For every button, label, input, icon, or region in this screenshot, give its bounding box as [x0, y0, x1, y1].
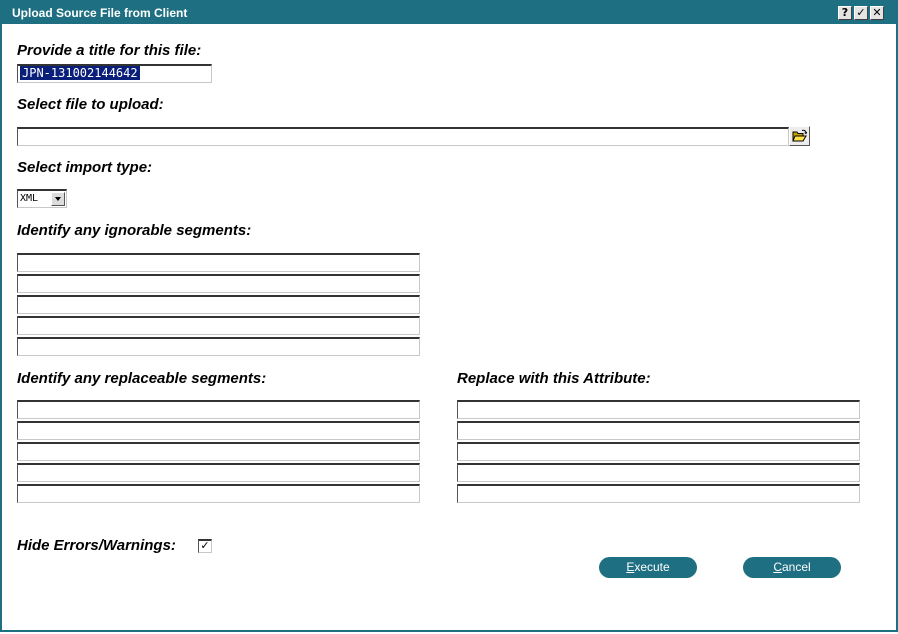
- attribute-field[interactable]: [457, 484, 860, 503]
- replaceable-segment-field[interactable]: [17, 421, 420, 440]
- close-button[interactable]: ✕: [870, 6, 884, 20]
- hide-errors-checkbox[interactable]: ✓: [198, 539, 212, 553]
- ignorable-segment-field[interactable]: [17, 274, 420, 293]
- import-type-label: Select import type:: [17, 159, 153, 176]
- help-button[interactable]: ?: [838, 6, 852, 20]
- replaceable-segment-field[interactable]: [17, 463, 420, 482]
- window-title: Upload Source File from Client: [12, 6, 188, 20]
- hide-errors-label: Hide Errors/Warnings:: [17, 537, 176, 554]
- open-folder-icon: [790, 127, 809, 145]
- ignorable-segment-field[interactable]: [17, 316, 420, 335]
- replaceable-label: Identify any replaceable segments:: [17, 370, 267, 387]
- attribute-field[interactable]: [457, 400, 860, 419]
- file-path-input[interactable]: [17, 127, 789, 146]
- ignorable-segment-field[interactable]: [17, 295, 420, 314]
- attribute-field[interactable]: [457, 442, 860, 461]
- ignorable-label: Identify any ignorable segments:: [17, 222, 252, 239]
- title-label: Provide a title for this file:: [17, 42, 202, 59]
- attribute-label: Replace with this Attribute:: [457, 370, 651, 387]
- cancel-label: ancel: [781, 560, 811, 574]
- execute-label: xecute: [634, 560, 670, 574]
- import-type-select[interactable]: [17, 189, 67, 208]
- title-input[interactable]: [17, 64, 212, 83]
- replaceable-segment-field[interactable]: [17, 484, 420, 503]
- title-input-value: JPN-131002144642: [22, 66, 138, 80]
- cancel-accel: C: [773, 560, 782, 574]
- execute-button[interactable]: [599, 557, 697, 578]
- chevron-down-icon[interactable]: [51, 192, 65, 206]
- attribute-field[interactable]: [457, 421, 860, 440]
- browse-button[interactable]: [789, 126, 810, 146]
- ok-button[interactable]: ✓: [854, 6, 868, 20]
- execute-accel: E: [626, 560, 635, 574]
- replaceable-segment-field[interactable]: [17, 400, 420, 419]
- attribute-field[interactable]: [457, 463, 860, 482]
- import-type-value: XML: [20, 193, 39, 204]
- title-bar[interactable]: [2, 2, 896, 24]
- ignorable-segment-field[interactable]: [17, 337, 420, 356]
- cancel-button[interactable]: [743, 557, 841, 578]
- replaceable-segment-field[interactable]: [17, 442, 420, 461]
- ignorable-segment-field[interactable]: [17, 253, 420, 272]
- file-label: Select file to upload:: [17, 96, 164, 113]
